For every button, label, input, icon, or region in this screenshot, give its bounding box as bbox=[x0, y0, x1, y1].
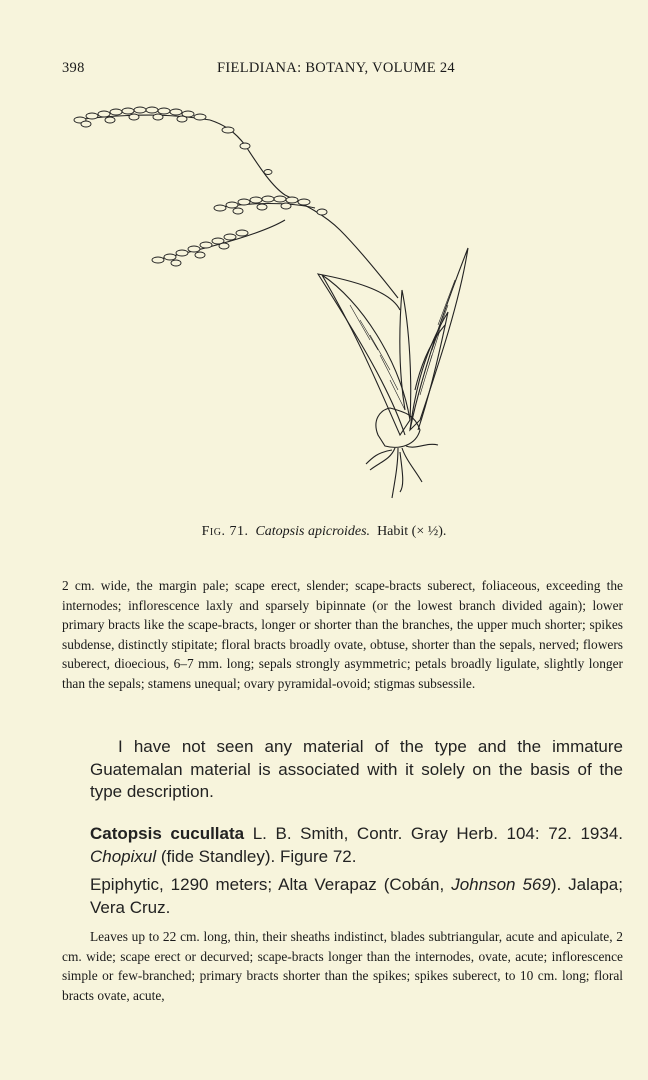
figure-label: Fig. 71. bbox=[201, 524, 249, 539]
leaf-3 bbox=[410, 248, 468, 430]
description-paragraph: 2 cm. wide, the margin pale; scape erect, slender; scape-bracts suberect, foliaceous, exceeding the internodes; inflorescence laxly and sparsely bipinnate (or the lowest branch divided again); lower primary bracts like the scape-bracts, longer or shorter than the branches, the upper much shorter; spikes subdense, distinctly stipitate; floral bracts broadly ovate, obtuse, shorter than the sepals, nerved; flowers suberect, dioecious, 6–7 mm. long; sepals strongly asymmetric; petals broadly ligulate, slightly longer than the sepals; stamens unequal; ovary pyramidal-ovoid; stigmas subsessile. bbox=[62, 578, 623, 691]
habitat-text: Epiphytic, 1290 meters; Alta Verapaz (Cobán, bbox=[90, 875, 452, 894]
description-paragraph-2 bbox=[62, 927, 623, 1005]
description-2-text: Leaves up to 22 cm. long, thin, their sheaths indistinct, blades subtriangular, acute and apiculate, 2 cm. wide; scape erect or decurved; scape-bracts longer than the internodes, ovate, acute; inflorescence simple or few-branched; primary bracts shorter than the spikes; spikes suberect, to 10 cm. long; floral bracts ovate, acute, bbox=[62, 929, 623, 1003]
species-tail: (fide Standley). Figure 72. bbox=[156, 846, 357, 866]
page-number: 398 bbox=[62, 60, 85, 76]
figure-species: Catopsis apicroides. bbox=[255, 524, 371, 539]
common-name: Chopixul bbox=[90, 846, 157, 866]
remark-text: I have not seen any material of the type and the immature Guatemalan material is associated with it solely on the basis of the type description. bbox=[90, 737, 623, 801]
habitat-tail: ). Jalapa; Vera Cruz. bbox=[90, 875, 623, 917]
roots bbox=[366, 444, 438, 498]
figure-caption-text: Habit (× ½). bbox=[377, 524, 447, 539]
species-name: Catopsis cucullata bbox=[90, 824, 245, 843]
figure-caption bbox=[0, 524, 648, 540]
leaf-2 bbox=[318, 274, 405, 435]
leaf-1 bbox=[322, 275, 410, 435]
species-authority: L. B. Smith, Contr. Gray Herb. 104: 72. 1934. bbox=[244, 824, 623, 843]
botanical-illustration bbox=[60, 90, 500, 510]
running-head: FIELDIANA: BOTANY, VOLUME 24 bbox=[217, 60, 455, 76]
leaf-4 bbox=[410, 312, 448, 430]
habitat-paragraph bbox=[90, 874, 623, 919]
collector: Johnson 569 bbox=[451, 875, 551, 894]
page-header bbox=[62, 60, 590, 80]
species-heading bbox=[90, 823, 623, 868]
remark-paragraph bbox=[90, 736, 623, 804]
